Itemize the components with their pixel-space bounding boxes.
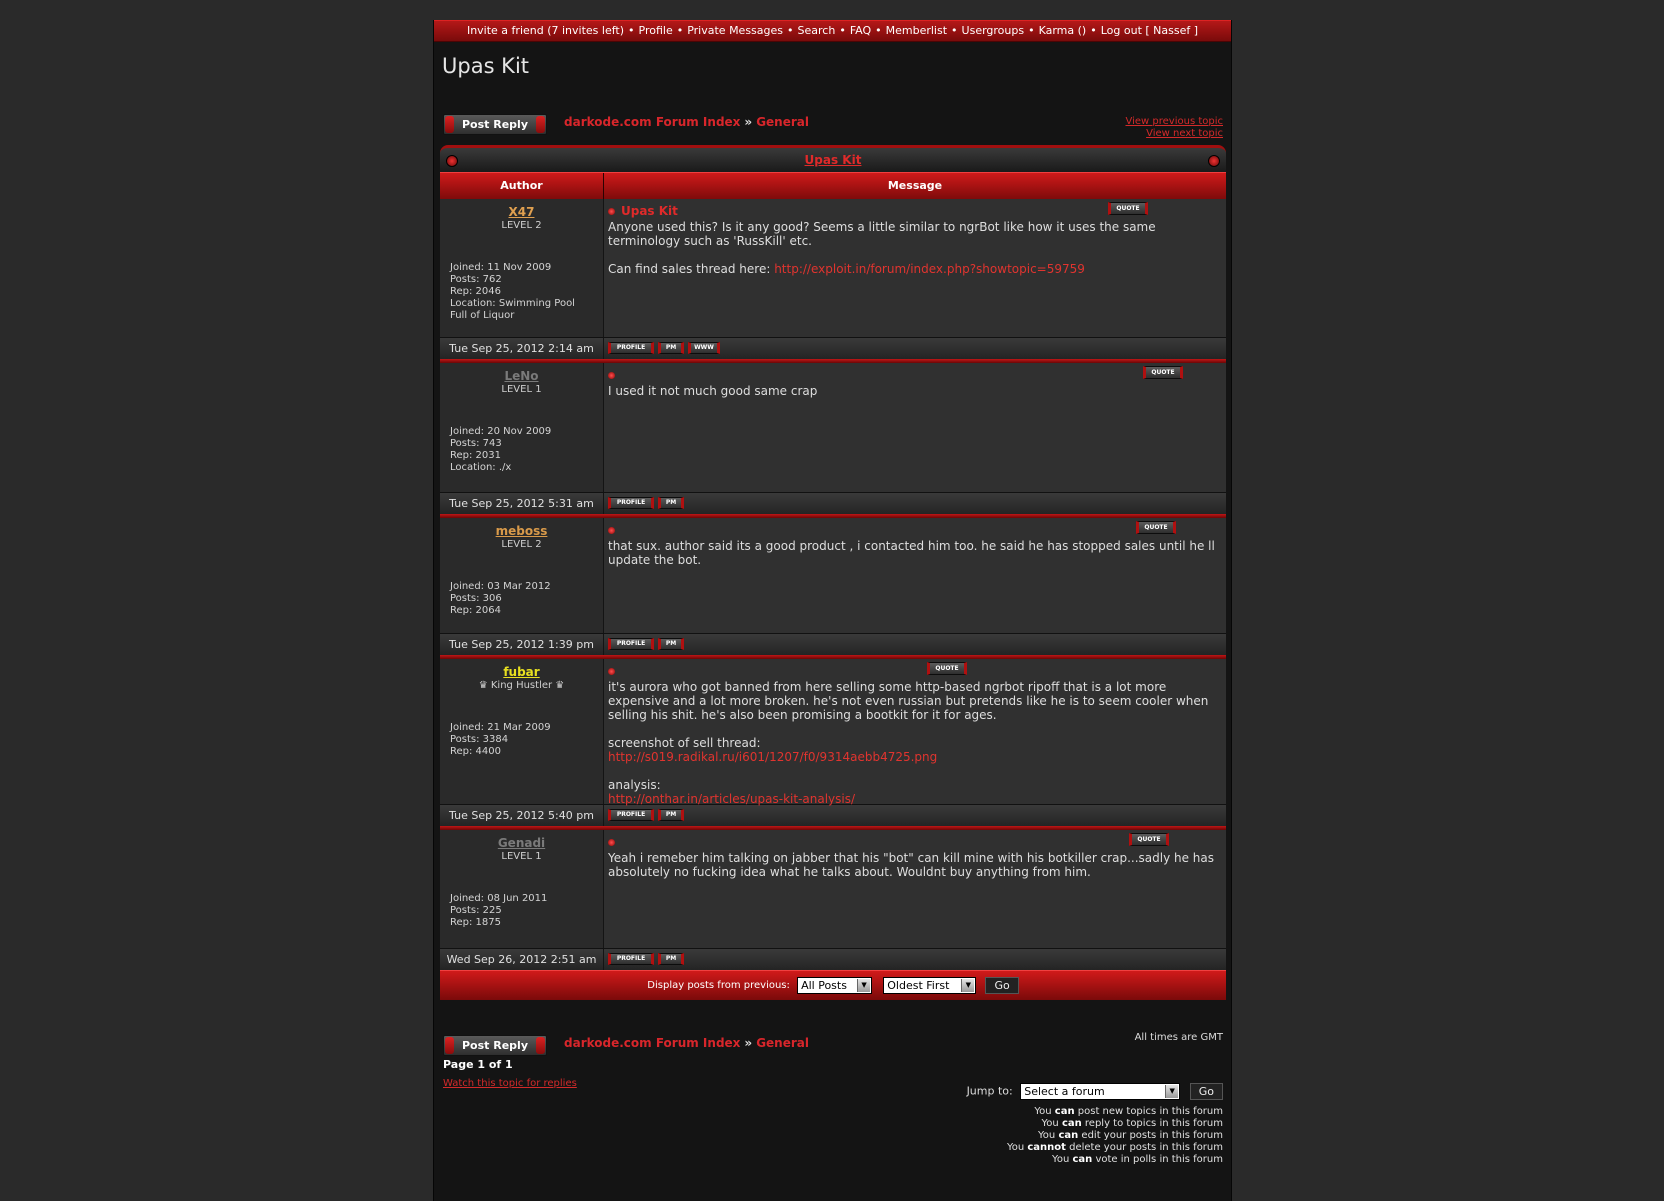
author-rep: Rep: 1875 xyxy=(450,917,501,928)
post-author-panel xyxy=(440,363,604,492)
author-level: LEVEL 2 xyxy=(501,539,542,550)
pm-button[interactable]: PM xyxy=(658,638,684,650)
post-body: that sux. author said its a good product , i contacted him too. he said he has stopped sales until he ll update the bot. xyxy=(608,539,1215,567)
watch-topic-link[interactable]: Watch this topic for replies xyxy=(443,1078,577,1089)
nav-usergroups[interactable]: Usergroups xyxy=(961,24,1025,37)
breadcrumb-forum-index[interactable]: darkode.com Forum Index xyxy=(564,1036,741,1050)
nav-memberlist[interactable]: Memberlist xyxy=(885,24,948,37)
breadcrumb: darkode.com Forum Index » General xyxy=(564,115,809,129)
page-container xyxy=(433,20,1232,1201)
profile-button[interactable]: PROFILE xyxy=(608,809,654,821)
permission-line: You can edit your posts in this forum xyxy=(1038,1130,1223,1141)
author-column-header: Author xyxy=(440,173,604,199)
author-meta xyxy=(450,893,547,929)
display-options-bar xyxy=(440,970,1226,1000)
quote-button[interactable]: QUOTE xyxy=(1108,202,1148,215)
post-date: Tue Sep 25, 2012 2:14 am xyxy=(440,338,604,359)
forum-permissions xyxy=(1007,1106,1223,1166)
author-meta xyxy=(450,581,551,617)
post-body: Anyone used this? Is it any good? Seems a little similar to ngrBot like how it uses the same terminology such as 'RussKill' etc. Can find sales thread here: http://exploit.in/forum/index.php?showtopic=59759 xyxy=(608,220,1156,276)
author-rank: ♛ King Hustler ♛ xyxy=(478,680,565,691)
nav-profile[interactable]: Profile xyxy=(638,24,673,37)
quote-button[interactable]: QUOTE xyxy=(1136,521,1176,534)
post-link[interactable]: http://onthar.in/articles/upas-kit-analysis/ xyxy=(608,792,856,806)
post-subject xyxy=(608,664,621,678)
post-body: it's aurora who got banned from here selling some http-based ngrbot ripoff that is a lot more expensive and a lot more broken. he's not even russian but pretends like he is to seem cooler when selling his shit. he's also been promising a bootkit for it for ages. screenshot of sell thread: http://s019.radikal.ru/i601/1207/f0/9314aebb4725.png analysis: http://onthar.in/articles/upas-kit-analysis/ xyxy=(608,680,1209,806)
post-author-panel xyxy=(440,659,604,804)
post-author-panel xyxy=(440,518,604,633)
author-meta xyxy=(450,722,551,758)
author-meta xyxy=(450,262,575,322)
author-rep: Rep: 2046 xyxy=(450,286,501,297)
nav-private-messages[interactable]: Private Messages xyxy=(687,24,784,37)
author-name-link[interactable]: Genadi xyxy=(497,836,546,850)
post-author-panel xyxy=(440,199,604,337)
author-name-link[interactable]: fubar xyxy=(503,665,540,679)
post-footer xyxy=(440,804,1226,826)
author-meta xyxy=(450,426,551,474)
post-date: Tue Sep 25, 2012 5:40 pm xyxy=(440,805,604,826)
post-link[interactable]: http://s019.radikal.ru/i601/1207/f0/9314aebb4725.png xyxy=(608,750,938,764)
post xyxy=(440,659,1226,804)
post xyxy=(440,830,1226,948)
post-subject xyxy=(608,368,621,382)
post-message-panel xyxy=(604,363,1226,492)
page-title: Upas Kit xyxy=(442,54,530,78)
dropdown-arrow-icon: ▼ xyxy=(857,979,870,992)
author-posts: Posts: 225 xyxy=(450,905,502,916)
post-footer xyxy=(440,948,1226,970)
post-message-panel xyxy=(604,659,1226,804)
pm-button[interactable]: PM xyxy=(658,497,684,509)
jump-to-label: Jump to: xyxy=(966,1084,1013,1098)
caption-left-dot-icon xyxy=(446,155,458,167)
profile-button[interactable]: PROFILE xyxy=(608,497,654,509)
post-bullet-icon xyxy=(608,839,615,846)
view-next-topic-link[interactable]: View next topic xyxy=(1146,128,1223,139)
post xyxy=(440,363,1226,492)
quote-button[interactable]: QUOTE xyxy=(1143,366,1183,379)
post-message-panel xyxy=(604,518,1226,633)
permission-line: You can reply to topics in this forum xyxy=(1041,1118,1223,1129)
post-body: I used it not much good same crap xyxy=(608,384,818,398)
post-footer xyxy=(440,337,1226,359)
topic-navigation xyxy=(1125,116,1223,140)
author-joined: Joined: 03 Mar 2012 xyxy=(450,581,551,592)
post-bullet-icon xyxy=(608,668,615,675)
pm-button[interactable]: PM xyxy=(658,342,684,354)
author-posts: Posts: 306 xyxy=(450,593,502,604)
author-location-continued: Full of Liquor xyxy=(450,310,515,321)
dropdown-arrow-icon: ▼ xyxy=(1165,1085,1178,1098)
nav-karma[interactable]: Karma () xyxy=(1038,24,1087,37)
pm-button[interactable]: PM xyxy=(658,809,684,821)
quote-button[interactable]: QUOTE xyxy=(927,662,967,675)
author-rep: Rep: 4400 xyxy=(450,746,501,757)
author-level: LEVEL 1 xyxy=(501,384,542,395)
author-joined: Joined: 21 Mar 2009 xyxy=(450,722,551,733)
topic-caption-link[interactable]: Upas Kit xyxy=(804,153,862,167)
post-bullet-icon xyxy=(608,527,615,534)
display-go-button[interactable]: Go xyxy=(985,977,1018,994)
post-message-panel xyxy=(604,199,1226,337)
table-header xyxy=(440,172,1226,199)
nav-faq[interactable]: FAQ xyxy=(849,24,872,37)
sort-order-select[interactable]: Oldest First ▼ xyxy=(883,977,976,994)
page-count: Page 1 of 1 xyxy=(443,1058,513,1071)
author-location: Location: ./x xyxy=(450,462,512,473)
top-navigation: Invite a friend (7 invites left) • Profile • Private Messages • Search • FAQ • Memberlist • Usergroups • Karma () • Log out [ Nassef ] xyxy=(434,20,1231,42)
permission-line: You cannot delete your posts in this forum xyxy=(1006,1142,1223,1153)
pm-button[interactable]: PM xyxy=(658,953,684,965)
topic-table xyxy=(440,145,1226,1000)
author-joined: Joined: 20 Nov 2009 xyxy=(450,426,552,437)
post-body: Yeah i remeber him talking on jabber that his "bot" can kill mine with his botkiller crap...sadly he has absolutely no fucking idea what he talks about. Wouldnt buy anything from him. xyxy=(608,851,1215,879)
author-posts: Posts: 743 xyxy=(450,438,502,449)
breadcrumb-forum-index[interactable]: darkode.com Forum Index xyxy=(564,115,741,129)
profile-button[interactable]: PROFILE xyxy=(608,342,654,354)
dropdown-arrow-icon: ▼ xyxy=(961,979,974,992)
post-date: Tue Sep 25, 2012 1:39 pm xyxy=(440,634,604,655)
timezone-note: All times are GMT xyxy=(1134,1032,1223,1043)
post-reply-button[interactable]: Post Reply xyxy=(443,114,547,135)
author-level: LEVEL 2 xyxy=(501,220,542,231)
post-subject xyxy=(608,523,621,537)
caption-right-dot-icon xyxy=(1208,155,1220,167)
author-level: LEVEL 1 xyxy=(501,851,542,862)
post-footer xyxy=(440,492,1226,514)
topic-caption xyxy=(440,145,1226,172)
author-name-link[interactable]: meboss xyxy=(495,524,548,538)
profile-button[interactable]: PROFILE xyxy=(608,953,654,965)
post xyxy=(440,518,1226,633)
quote-button[interactable]: QUOTE xyxy=(1129,833,1169,846)
post xyxy=(440,199,1226,337)
nav-invite-friend[interactable]: Invite a friend (7 invites left) xyxy=(466,24,625,37)
author-joined: Joined: 08 Jun 2011 xyxy=(450,893,548,904)
author-posts: Posts: 3384 xyxy=(450,734,509,745)
view-previous-topic-link[interactable]: View previous topic xyxy=(1125,116,1223,127)
profile-button[interactable]: PROFILE xyxy=(608,638,654,650)
post-bullet-icon xyxy=(608,208,615,215)
post-author-panel xyxy=(440,830,604,948)
permission-line: You can vote in polls in this forum xyxy=(1052,1154,1223,1165)
post-subject: Upas Kit xyxy=(608,204,678,218)
author-joined: Joined: 11 Nov 2009 xyxy=(450,262,552,273)
display-posts-label: Display posts from previous: xyxy=(647,980,790,991)
posts-period-select[interactable]: All Posts ▼ xyxy=(797,977,872,994)
nav-search[interactable]: Search xyxy=(797,24,836,37)
author-rep: Rep: 2031 xyxy=(450,450,501,461)
breadcrumb-bottom: darkode.com Forum Index » General xyxy=(564,1036,809,1050)
permission-line: You can post new topics in this forum xyxy=(1034,1106,1223,1117)
breadcrumb-general[interactable]: General xyxy=(756,1036,809,1050)
author-name-link[interactable]: X47 xyxy=(508,205,535,219)
www-button[interactable]: WWW xyxy=(688,342,720,354)
post-date: Wed Sep 26, 2012 2:51 am xyxy=(440,949,604,970)
post-link[interactable]: http://exploit.in/forum/index.php?showtopic=59759 xyxy=(774,262,1085,276)
author-name-link[interactable]: LeNo xyxy=(504,369,539,383)
post-message-panel xyxy=(604,830,1226,948)
author-location: Location: Swimming Pool xyxy=(450,298,575,309)
jump-go-button[interactable]: Go xyxy=(1190,1083,1223,1100)
post-reply-button-bottom[interactable]: Post Reply xyxy=(443,1035,547,1056)
author-posts: Posts: 762 xyxy=(450,274,502,285)
nav-logout[interactable]: Log out [ Nassef ] xyxy=(1100,24,1199,37)
post-footer xyxy=(440,633,1226,655)
author-rep: Rep: 2064 xyxy=(450,605,501,616)
post-date: Tue Sep 25, 2012 5:31 am xyxy=(440,493,604,514)
breadcrumb-general[interactable]: General xyxy=(756,115,809,129)
jump-to xyxy=(967,1083,1223,1100)
message-column-header: Message xyxy=(887,179,943,192)
jump-forum-select[interactable]: Select a forum ▼ xyxy=(1020,1083,1180,1100)
post-bullet-icon xyxy=(608,372,615,379)
post-subject xyxy=(608,835,621,849)
